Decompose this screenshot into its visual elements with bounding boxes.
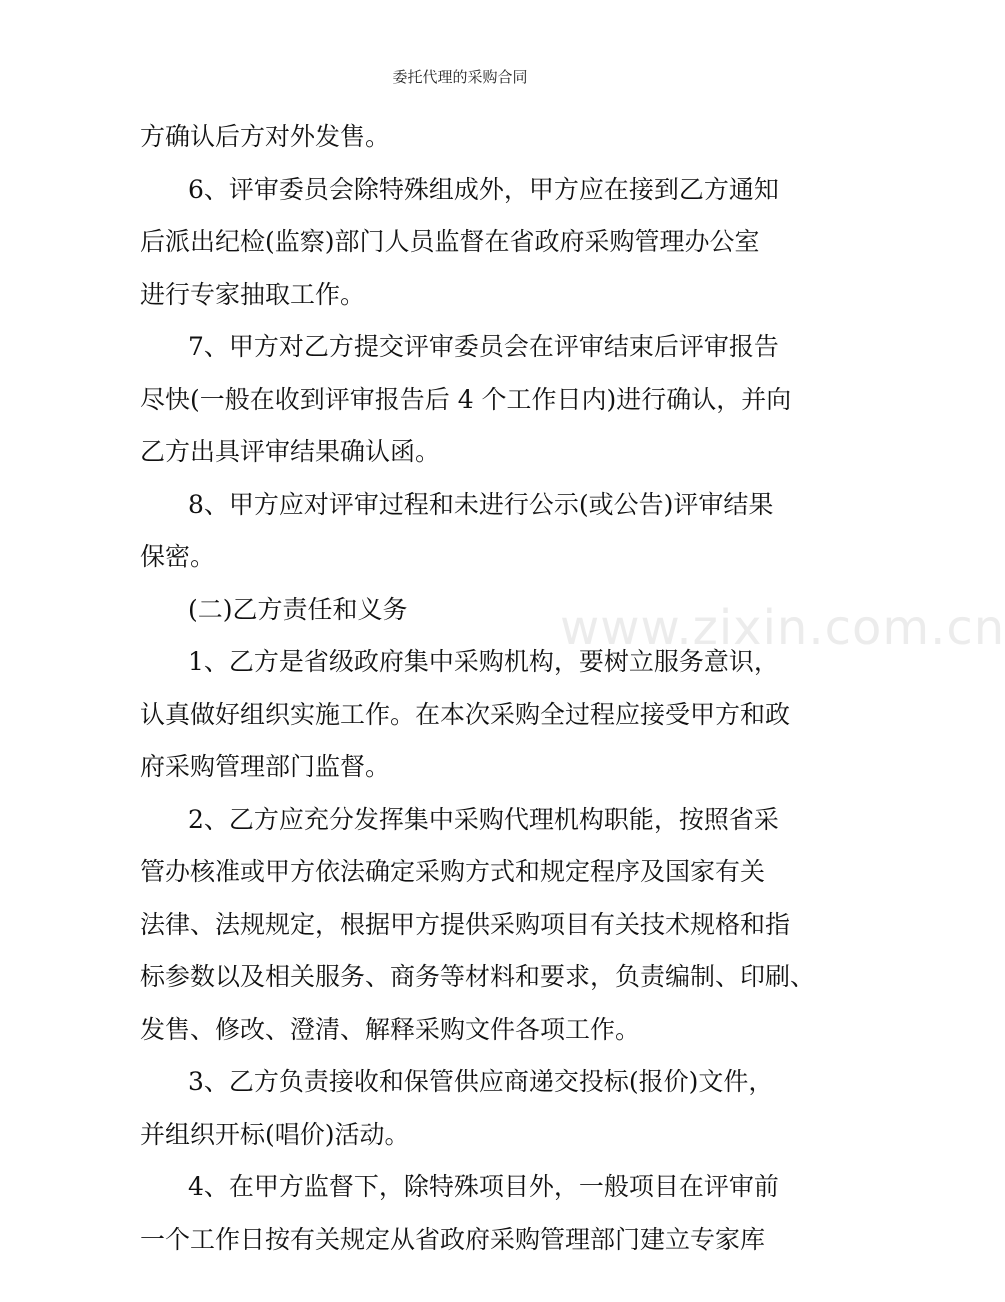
text-line: 进行专家抽取工作。 bbox=[140, 279, 366, 309]
text-line: 2、乙方应充分发挥集中采购代理机构职能，按照省采 bbox=[188, 804, 779, 834]
text-line: 发售、修改、澄清、解释采购文件各项工作。 bbox=[140, 1014, 641, 1044]
text-line: 后派出纪检(监察)部门人员监督在省政府采购管理办公室 bbox=[140, 227, 760, 256]
text-line: 7、甲方对乙方提交评审委员会在评审结束后评审报告 bbox=[188, 332, 779, 361]
watermark: www.zixin.com.cn bbox=[560, 600, 1005, 656]
text-line: 保密。 bbox=[140, 542, 216, 571]
text-line: 并组织开标(唱价)活动。 bbox=[140, 1119, 410, 1149]
text-line: 认真做好组织实施工作。在本次采购全过程应接受甲方和政 bbox=[140, 699, 791, 729]
text-line: 府采购管理部门监督。 bbox=[140, 752, 391, 781]
section-heading: (二)乙方责任和义务 bbox=[188, 594, 408, 624]
text-line: 管办核准或甲方依法确定采购方式和规定程序及国家有关 bbox=[140, 857, 766, 886]
text-line: 4、在甲方监督下，除特殊项目外，一般项目在评审前 bbox=[188, 1172, 779, 1201]
text-line: 3、乙方负责接收和保管供应商递交投标(报价)文件， bbox=[188, 1067, 774, 1096]
text-line: 6、评审委员会除特殊组成外，甲方应在接到乙方通知 bbox=[188, 174, 779, 204]
text-line: 乙方出具评审结果确认函。 bbox=[140, 437, 441, 466]
text-line: 尽快(一般在收到评审报告后 4 个工作日内)进行确认，并向 bbox=[140, 384, 792, 414]
text-line: 1、乙方是省级政府集中采购机构，要树立服务意识， bbox=[188, 647, 779, 676]
text-line: 法律、法规规定，根据甲方提供采购项目有关技术规格和指 bbox=[140, 909, 791, 939]
text-line: 8、甲方应对评审过程和未进行公示(或公告)评审结果 bbox=[188, 489, 774, 519]
text-line: 方确认后方对外发售。 bbox=[140, 122, 391, 151]
text-line: 标参数以及相关服务、商务等材料和要求，负责编制、印刷、 bbox=[140, 962, 816, 991]
text-line: 一个工作日按有关规定从省政府采购管理部门建立专家库 bbox=[140, 1224, 766, 1254]
page-header-title: 委托代理的采购合同 bbox=[392, 68, 528, 86]
